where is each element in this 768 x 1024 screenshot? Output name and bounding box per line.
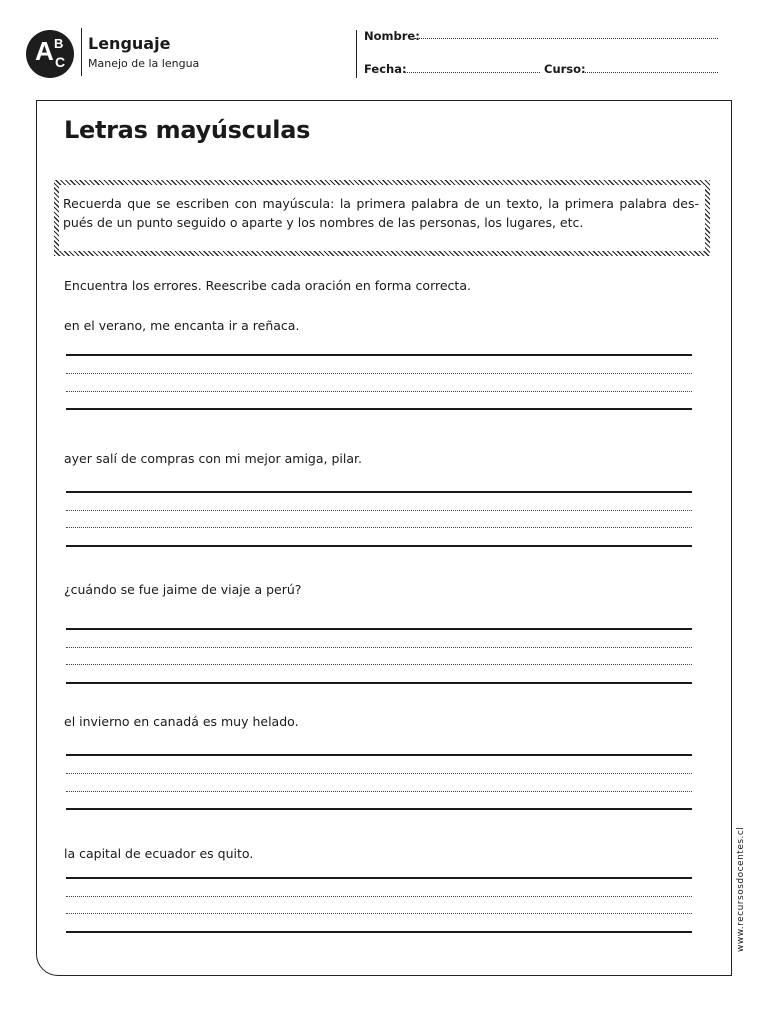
exercise-sentence: en el verano, me encanta ir a reñaca. — [64, 318, 300, 333]
date-field[interactable] — [404, 72, 540, 73]
name-field[interactable] — [414, 38, 718, 39]
answer-line[interactable] — [66, 628, 692, 630]
course-field[interactable] — [582, 72, 718, 73]
answer-guide-line — [66, 527, 692, 528]
subject-title: Lenguaje — [88, 34, 171, 53]
answer-line[interactable] — [66, 354, 692, 356]
subject-subtitle: Manejo de la lengua — [88, 57, 200, 70]
rule-text: Recuerda que se escriben con mayúscula: la primera palabra de un texto, la primera palabra des-pués de un punto seguido o aparte y los nombres de las personas, los lugares, etc. — [59, 185, 705, 251]
abc-logo-icon — [26, 30, 74, 78]
answer-line[interactable] — [66, 491, 692, 493]
answer-guide-line — [66, 373, 692, 374]
answer-line[interactable] — [66, 682, 692, 684]
course-label: Curso: — [544, 62, 586, 76]
page-title: Letras mayúsculas — [64, 116, 311, 144]
answer-line[interactable] — [66, 754, 692, 756]
answer-guide-line — [66, 664, 692, 665]
answer-line[interactable] — [66, 808, 692, 810]
date-label: Fecha: — [364, 62, 407, 76]
exercise-sentence: la capital de ecuador es quito. — [64, 846, 254, 861]
answer-guide-line — [66, 791, 692, 792]
exercise-sentence: ¿cuándo se fue jaime de viaje a perú? — [64, 582, 302, 597]
exercise-sentence: ayer salí de compras con mi mejor amiga, pilar. — [64, 451, 362, 466]
website-url: www.recursosdocentes.cl — [736, 826, 746, 952]
answer-guide-line — [66, 896, 692, 897]
answer-line[interactable] — [66, 408, 692, 410]
name-label: Nombre: — [364, 29, 420, 43]
answer-guide-line — [66, 913, 692, 914]
rule-box — [54, 180, 710, 256]
answer-guide-line — [66, 773, 692, 774]
answer-line[interactable] — [66, 931, 692, 933]
logo-letter-b: B — [54, 36, 64, 51]
instruction-text: Encuentra los errores. Reescribe cada oración en forma correcta. — [64, 278, 471, 293]
answer-guide-line — [66, 510, 692, 511]
answer-guide-line — [66, 647, 692, 648]
answer-line[interactable] — [66, 545, 692, 547]
logo-letter-a: A — [35, 36, 54, 66]
subject-divider — [81, 28, 82, 76]
answer-line[interactable] — [66, 877, 692, 879]
logo-letter-c: C — [55, 54, 66, 70]
answer-guide-line — [66, 391, 692, 392]
fields-divider — [356, 30, 357, 78]
exercise-sentence: el invierno en canadá es muy helado. — [64, 714, 299, 729]
